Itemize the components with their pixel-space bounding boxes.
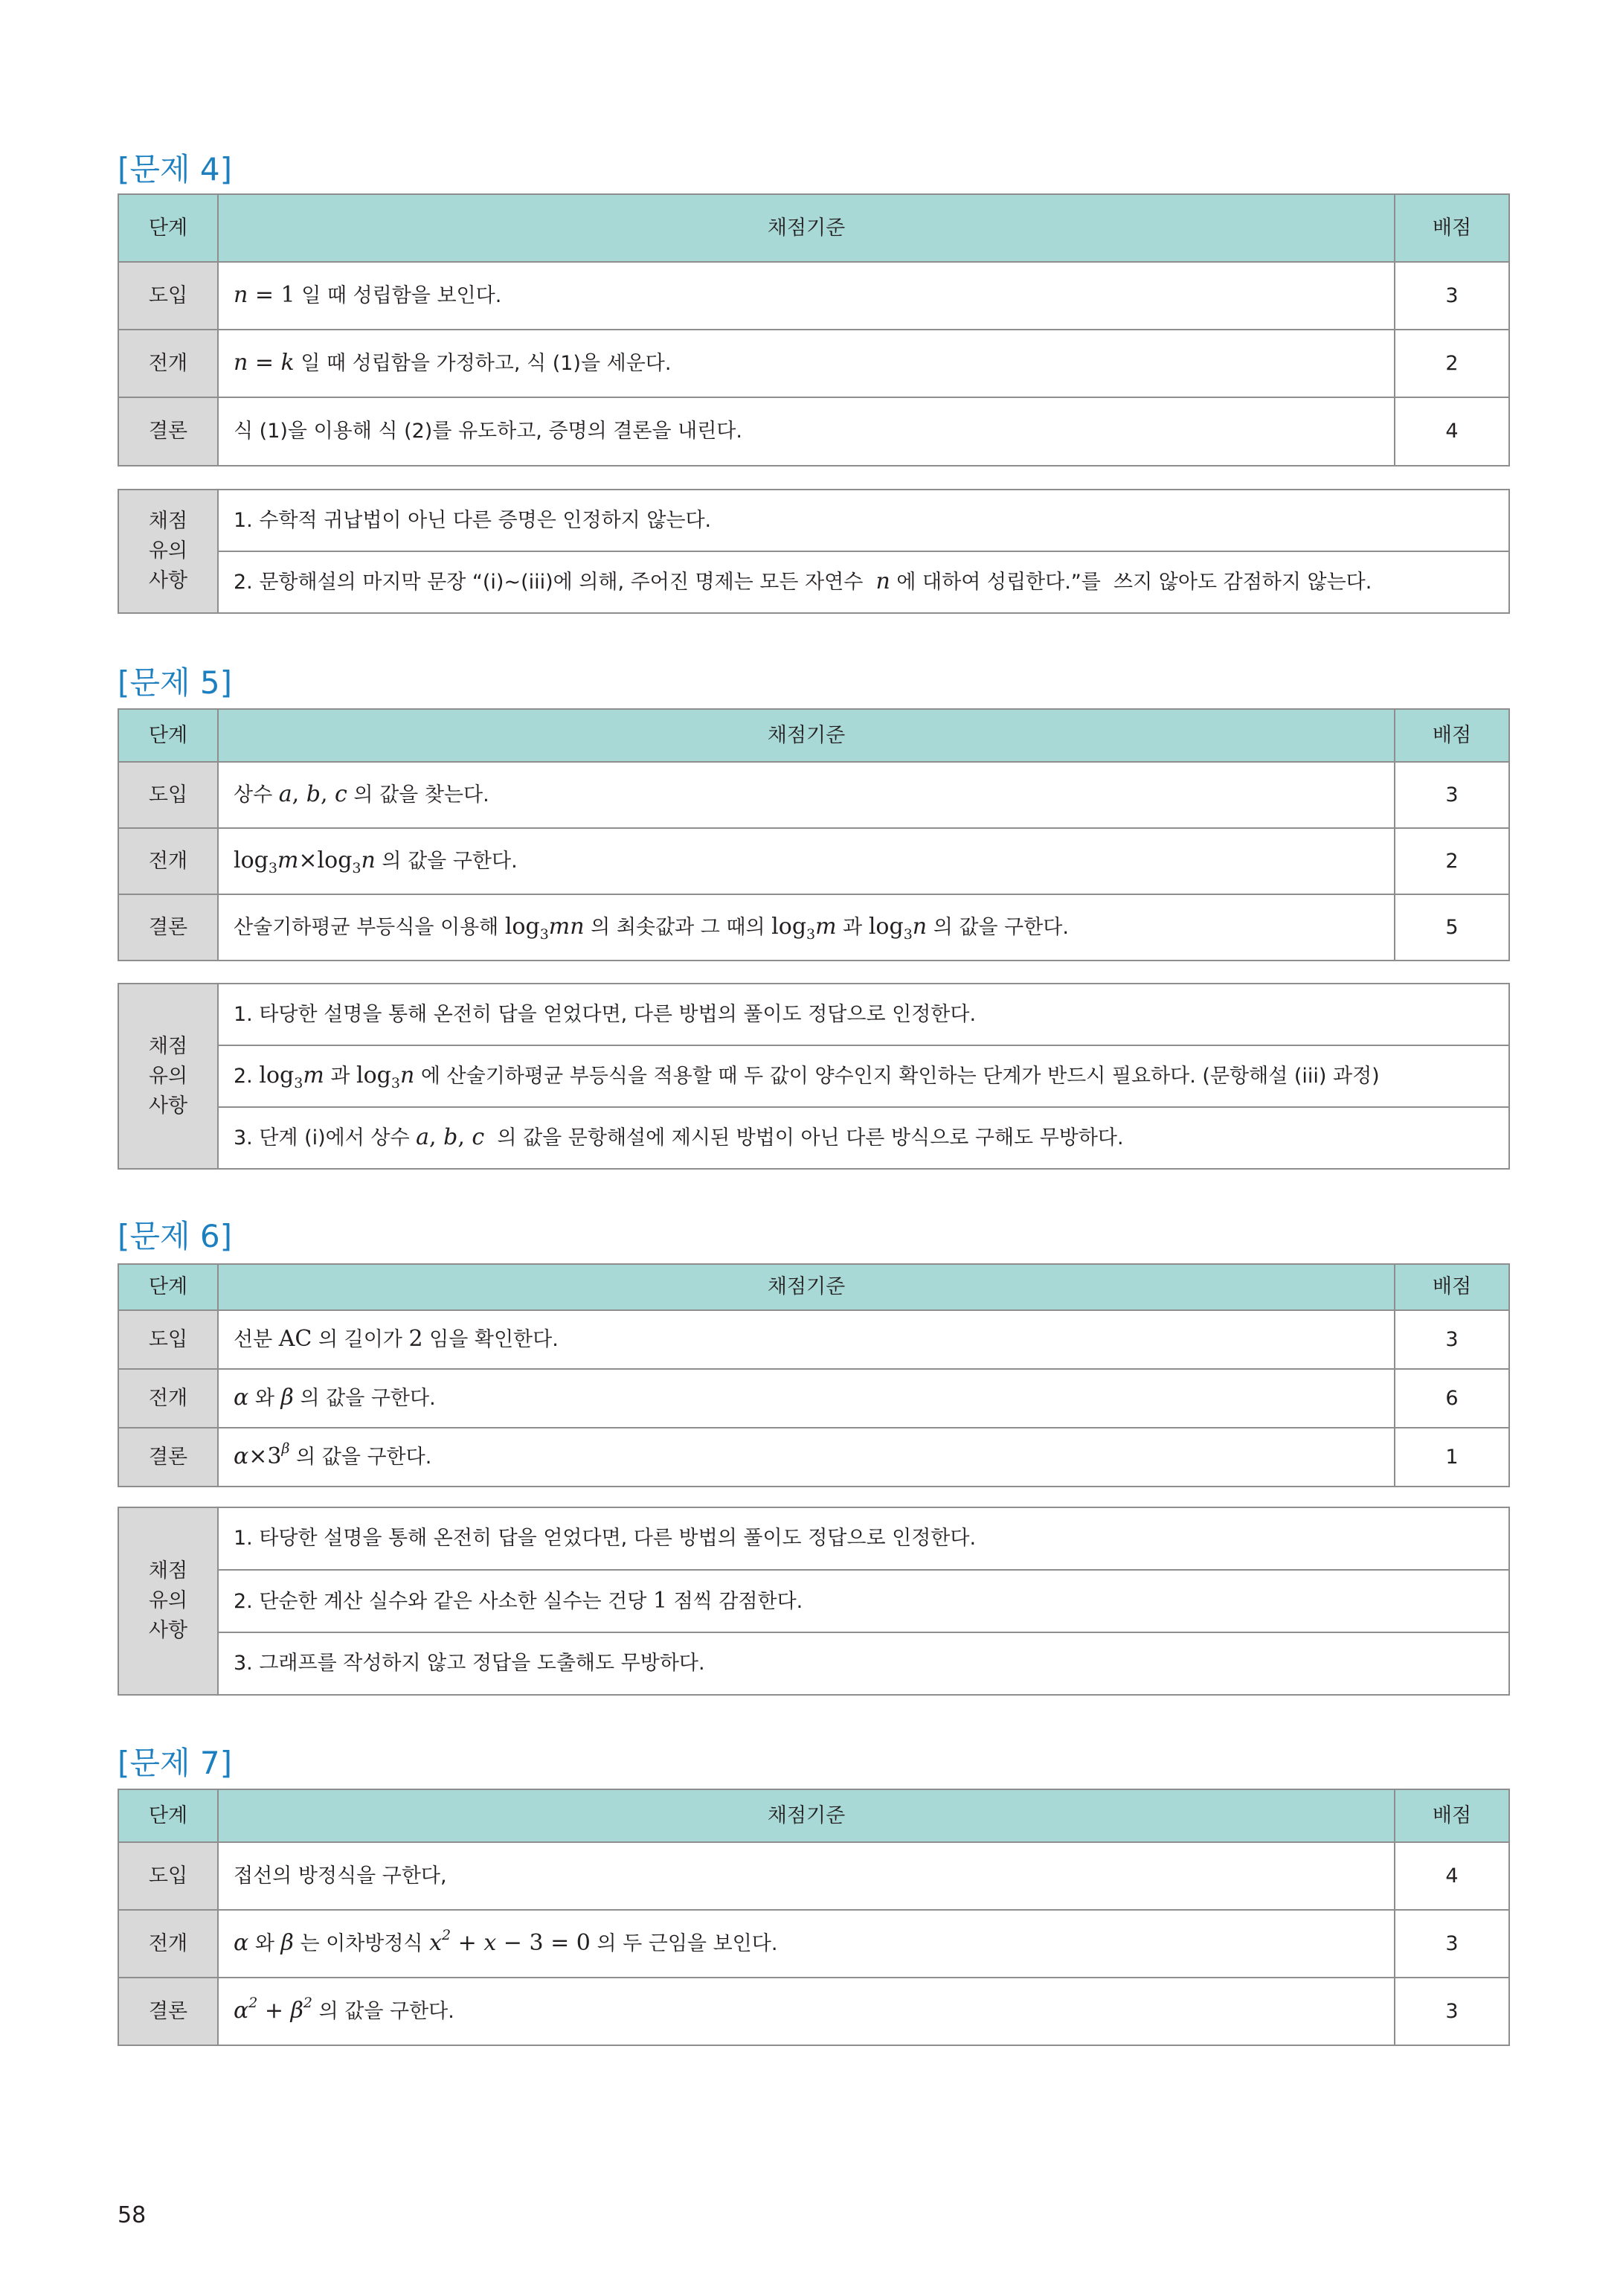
header-stage: 단계 <box>118 194 218 262</box>
math-expression: 3 <box>352 860 361 876</box>
math-expression: AC <box>278 1326 312 1352</box>
points-cell: 3 <box>1395 262 1509 330</box>
math-expression: + <box>451 1930 484 1956</box>
stage-cell: 전개 <box>118 828 218 894</box>
stage-cell: 도입 <box>118 1842 218 1910</box>
criteria-cell <box>218 828 1395 894</box>
notes-label <box>118 1507 218 1695</box>
notes-label <box>118 984 218 1169</box>
math-expression: c <box>472 1124 485 1150</box>
math-expression: 1 <box>652 1587 667 1614</box>
text-run: 의 값을 구한다. <box>927 916 1069 939</box>
text-run: 3. 그래프를 작성하지 않고 정답을 도출해도 무방하다. <box>234 1652 705 1675</box>
header-row <box>118 709 1509 762</box>
math-expression: log <box>868 914 904 940</box>
math-expression: = 1 <box>248 282 295 308</box>
math-expression: , <box>457 1124 472 1150</box>
text-run: 에 산술기하평균 부등식을 적용할 때 두 값이 양수인지 확인하는 단계가 반드시 필요하다. (문항해설 (iii) 과정) <box>414 1065 1380 1088</box>
text-run: 3. 단계 (i)에서 상수 <box>234 1126 417 1149</box>
points-cell: 6 <box>1395 1369 1509 1428</box>
math-expression: ×log <box>298 847 353 873</box>
text-run: 의 값을 구한다. <box>312 2000 454 2023</box>
math-expression: m <box>815 914 837 940</box>
text-run: 1. 타당한 설명을 통해 온전히 답을 얻었다면, 다른 방법의 풀이도 정답으로 인정한다. <box>234 1002 977 1026</box>
text-run: 의 길이가 <box>312 1328 409 1351</box>
notes-label-line: 사항 <box>148 1094 188 1117</box>
note-cell <box>218 1632 1509 1695</box>
text-run: 일 때 성립함을 가정하고, 식 (1)을 세운다. <box>294 352 672 375</box>
math-expression: m <box>277 847 299 873</box>
header-criteria: 채점기준 <box>218 1264 1395 1310</box>
header-points: 배점 <box>1395 1789 1509 1842</box>
math-expression: m <box>303 1062 324 1088</box>
text-run: 의 값을 구한다. <box>375 850 518 873</box>
stage-cell: 전개 <box>118 1369 218 1428</box>
text-run: 1. 타당한 설명을 통해 온전히 답을 얻었다면, 다른 방법의 풀이도 정답으로 인정한다. <box>234 1527 977 1550</box>
math-expression: x <box>429 1930 443 1956</box>
criteria-row <box>118 1428 1509 1487</box>
criteria-cell <box>218 894 1395 961</box>
problem-title: [문제 5] <box>118 664 232 701</box>
points-cell: 4 <box>1395 397 1509 466</box>
math-expression: β <box>280 1385 294 1411</box>
points-cell: 4 <box>1395 1842 1509 1910</box>
criteria-row <box>118 894 1509 961</box>
points-cell: 3 <box>1395 1310 1509 1369</box>
stage-cell: 도입 <box>118 262 218 330</box>
math-expression: 2 <box>408 1326 423 1352</box>
math-expression: α <box>234 1385 249 1411</box>
note-row <box>118 551 1509 613</box>
math-expression: α <box>234 1998 249 2024</box>
note-cell <box>218 490 1509 551</box>
math-expression: log <box>234 847 269 873</box>
math-expression: + <box>257 1998 291 2024</box>
note-row <box>118 1507 1509 1570</box>
criteria-row <box>118 262 1509 330</box>
stage-cell: 결론 <box>118 894 218 961</box>
criteria-cell <box>218 1369 1395 1428</box>
header-criteria: 채점기준 <box>218 194 1395 262</box>
notes-label-line: 사항 <box>148 1619 188 1642</box>
criteria-row <box>118 330 1509 397</box>
criteria-row <box>118 1842 1509 1910</box>
math-expression: n <box>875 568 890 594</box>
text-run: 점씩 감점한다. <box>667 1589 803 1613</box>
text-run: 의 값을 구한다. <box>289 1446 432 1469</box>
text-run: 일 때 성립함을 보인다. <box>295 284 502 307</box>
note-cell <box>218 1107 1509 1169</box>
text-run: 선분 <box>234 1328 279 1351</box>
note-row <box>118 1045 1509 1107</box>
points-cell: 1 <box>1395 1428 1509 1487</box>
points-cell: 3 <box>1395 1910 1509 1978</box>
math-expression: b <box>443 1124 458 1150</box>
notes-table <box>118 1507 1510 1696</box>
criteria-cell <box>218 1978 1395 2045</box>
text-run: 에 대하여 성립한다.”를 쓰지 않아도 감점하지 않는다. <box>890 571 1372 594</box>
header-criteria: 채점기준 <box>218 709 1395 762</box>
text-run: 임을 확인한다. <box>422 1328 559 1351</box>
header-row <box>118 194 1509 262</box>
math-expression: n <box>234 282 248 308</box>
criteria-table <box>118 1789 1510 2046</box>
criteria-cell <box>218 397 1395 466</box>
header-row <box>118 1264 1509 1310</box>
criteria-cell <box>218 1310 1395 1369</box>
math-expression: α <box>234 1443 249 1469</box>
stage-cell: 전개 <box>118 1910 218 1978</box>
text-run: 상수 <box>234 783 279 807</box>
text-run: 산술기하평균 부등식을 이용해 <box>234 916 505 939</box>
header-stage: 단계 <box>118 1264 218 1310</box>
math-expression: ×3 <box>248 1443 282 1469</box>
text-run: 의 값을 찾는다. <box>347 783 489 807</box>
note-cell <box>218 984 1509 1045</box>
math-expression: = <box>248 350 281 376</box>
math-expression: n <box>399 1062 415 1088</box>
stage-cell: 결론 <box>118 1428 218 1487</box>
stage-cell: 결론 <box>118 397 218 466</box>
math-expression: 2 <box>303 1995 313 2011</box>
notes-label-line: 사항 <box>148 569 188 592</box>
notes-label-line: 채점 <box>148 1034 188 1058</box>
criteria-cell <box>218 330 1395 397</box>
header-row <box>118 1789 1509 1842</box>
notes-label-line: 유의 <box>148 539 188 562</box>
stage-cell: 도입 <box>118 762 218 828</box>
math-expression: β <box>290 1998 303 2024</box>
math-expression: mn <box>548 914 585 940</box>
text-run: 접선의 방정식을 구한다, <box>234 1864 447 1888</box>
math-expression: log <box>356 1062 391 1088</box>
math-expression: n <box>912 914 928 940</box>
note-cell <box>218 1570 1509 1632</box>
criteria-row <box>118 1310 1509 1369</box>
math-expression: 3 <box>539 926 549 943</box>
note-cell <box>218 1045 1509 1107</box>
header-points: 배점 <box>1395 709 1509 762</box>
note-row <box>118 1632 1509 1695</box>
math-expression: β <box>281 1440 290 1457</box>
criteria-table <box>118 193 1510 466</box>
points-cell: 2 <box>1395 330 1509 397</box>
math-expression: x <box>483 1930 497 1956</box>
points-cell: 3 <box>1395 762 1509 828</box>
text-run: 2. <box>234 1065 260 1088</box>
criteria-cell <box>218 1910 1395 1978</box>
math-expression: 3 <box>806 926 816 943</box>
math-expression: n <box>361 847 376 873</box>
text-run: 는 이차방정식 <box>293 1932 430 1955</box>
criteria-cell <box>218 262 1395 330</box>
stage-cell: 도입 <box>118 1310 218 1369</box>
text-run: 2. 단순한 계산 실수와 같은 사소한 실수는 건당 <box>234 1589 653 1613</box>
points-cell: 5 <box>1395 894 1509 961</box>
note-cell <box>218 551 1509 613</box>
math-expression: n <box>234 350 248 376</box>
page-number: 58 <box>118 2202 147 2228</box>
criteria-row <box>118 397 1509 466</box>
text-run: 의 최솟값과 그 때의 <box>584 916 772 939</box>
header-stage: 단계 <box>118 1789 218 1842</box>
problem-title: [문제 4] <box>118 151 232 187</box>
math-expression: c <box>335 781 347 807</box>
criteria-row <box>118 762 1509 828</box>
math-expression: 3 <box>391 1075 400 1091</box>
note-row <box>118 1107 1509 1169</box>
criteria-table <box>118 708 1510 961</box>
text-run: 의 값을 문항해설에 제시된 방법이 아닌 다른 방식으로 구해도 무방하다. <box>484 1126 1124 1149</box>
math-expression: a <box>278 781 292 807</box>
notes-label-line: 채점 <box>148 510 188 533</box>
math-expression: log <box>259 1062 295 1088</box>
math-expression: , <box>320 781 335 807</box>
text-run: 와 <box>248 1932 281 1955</box>
criteria-table <box>118 1263 1510 1487</box>
math-expression: 3 <box>268 860 277 876</box>
math-expression: , <box>292 781 306 807</box>
stage-cell: 결론 <box>118 1978 218 2045</box>
note-cell <box>218 1507 1509 1570</box>
math-expression: 3 <box>903 926 913 943</box>
problem-title: [문제 7] <box>118 1745 232 1781</box>
criteria-row <box>118 828 1509 894</box>
header-points: 배점 <box>1395 1264 1509 1310</box>
text-run: 과 <box>324 1065 357 1088</box>
criteria-cell <box>218 1842 1395 1910</box>
math-expression: − 3 = 0 <box>496 1930 591 1956</box>
math-expression: a <box>416 1124 430 1150</box>
math-expression: α <box>234 1930 249 1956</box>
math-expression: β <box>280 1930 294 1956</box>
math-expression: log <box>504 914 540 940</box>
note-row <box>118 490 1509 551</box>
header-criteria: 채점기준 <box>218 1789 1395 1842</box>
notes-table <box>118 489 1510 614</box>
math-expression: log <box>771 914 807 940</box>
text-run: 식 (1)을 이용해 식 (2)를 유도하고, 증명의 결론을 내린다. <box>234 420 742 443</box>
notes-table <box>118 983 1510 1170</box>
header-stage: 단계 <box>118 709 218 762</box>
criteria-row <box>118 1978 1509 2045</box>
text-run: 의 값을 구한다. <box>293 1387 436 1410</box>
notes-label <box>118 490 218 613</box>
problem-title: [문제 6] <box>118 1218 232 1254</box>
header-points: 배점 <box>1395 194 1509 262</box>
notes-label-line: 유의 <box>148 1589 188 1612</box>
criteria-row <box>118 1910 1509 1978</box>
points-cell: 2 <box>1395 828 1509 894</box>
points-cell: 3 <box>1395 1978 1509 2045</box>
stage-cell: 전개 <box>118 330 218 397</box>
notes-label-line: 채점 <box>148 1559 188 1582</box>
text-run: 1. 수학적 귀납법이 아닌 다른 증명은 인정하지 않는다. <box>234 508 712 532</box>
math-expression: b <box>306 781 321 807</box>
text-run: 와 <box>248 1387 281 1410</box>
text-run: 2. 문항해설의 마지막 문장 “(i)~(iii)에 의해, 주어진 명제는 모든 자연수 <box>234 571 876 594</box>
math-expression: , <box>429 1124 444 1150</box>
note-row <box>118 984 1509 1045</box>
criteria-cell <box>218 762 1395 828</box>
notes-label-line: 유의 <box>148 1064 188 1088</box>
criteria-row <box>118 1369 1509 1428</box>
math-expression: 3 <box>294 1075 303 1091</box>
text-run: 의 두 근임을 보인다. <box>590 1932 778 1955</box>
note-row <box>118 1570 1509 1632</box>
math-expression: 2 <box>248 1995 258 2011</box>
text-run: 과 <box>836 916 869 939</box>
math-expression: 2 <box>442 1927 451 1943</box>
criteria-cell <box>218 1428 1395 1487</box>
math-expression: k <box>280 350 295 376</box>
